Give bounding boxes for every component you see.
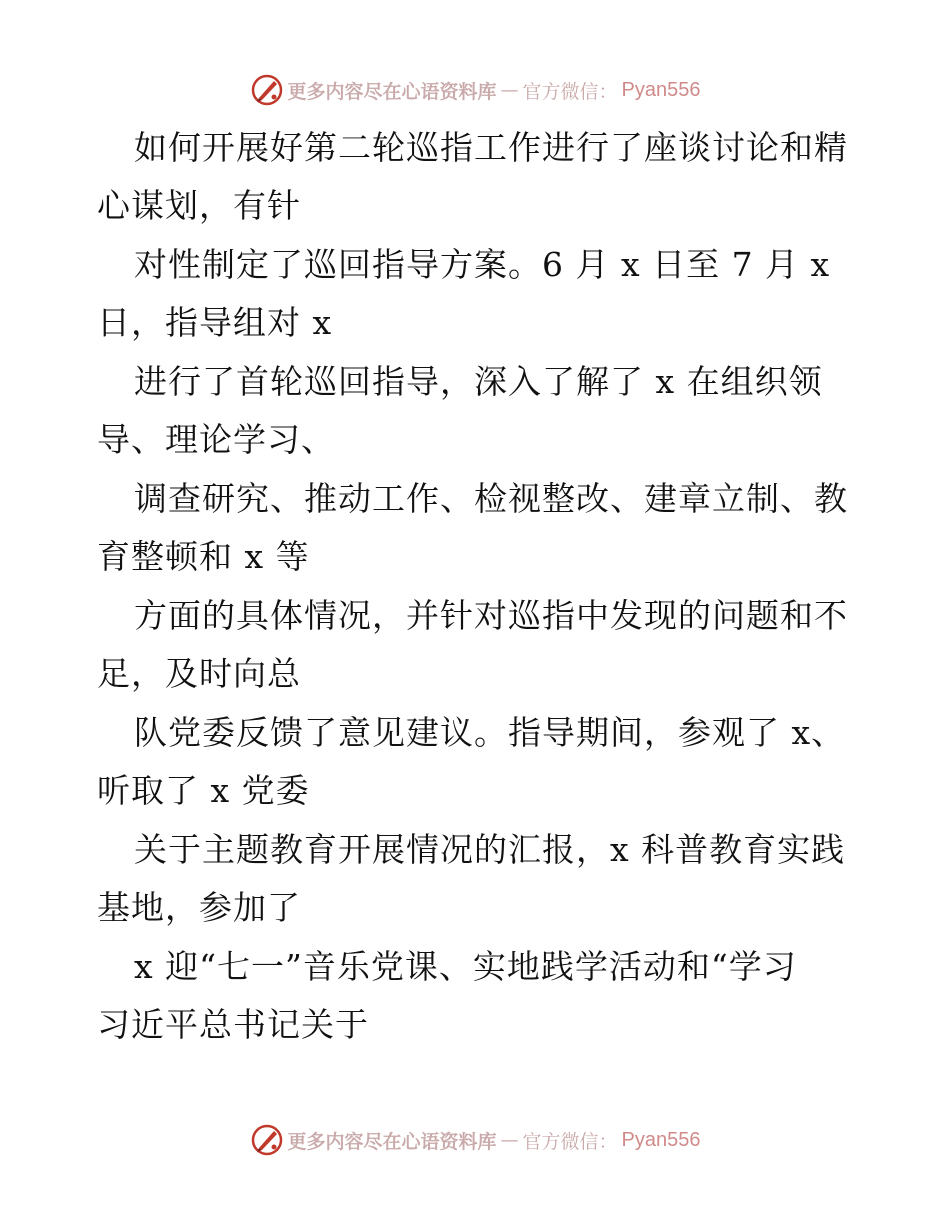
paragraph-6-line-2: 听取了 x 党委 — [97, 771, 310, 810]
paragraph-8-line-2: 习近平总书记关于 — [97, 1005, 369, 1044]
paragraph-4-line-1: 调查研究、推动工作、检视整改、建章立制、教 — [134, 479, 848, 518]
paragraph-2-line-1: 对性制定了巡回指导方案。6 月 x 日至 7 月 x — [134, 245, 831, 284]
paragraph-5-line-2: 足，及时向总 — [97, 654, 301, 693]
paragraph-1-line-1: 如何开展好第二轮巡指工作进行了座谈讨论和精 — [134, 128, 848, 167]
paragraph-7-line-2: 基地，参加了 — [97, 888, 301, 927]
watermark-account-id: Pyan556 — [621, 1128, 701, 1151]
watermark-account-id: Pyan556 — [621, 78, 701, 101]
paragraph-6-line-1: 队党委反馈了意见建议。指导期间，参观了 x、 — [134, 713, 846, 752]
watermark-dash: — — [500, 79, 519, 101]
paragraph-4-line-2: 育整顿和 x 等 — [97, 537, 310, 576]
watermark-dash: — — [500, 1129, 519, 1151]
paragraph-5-line-1: 方面的具体情况，并针对巡指中发现的问题和不 — [134, 596, 848, 635]
quill-pen-logo-icon — [250, 1123, 284, 1157]
paragraph-7-line-1: 关于主题教育开展情况的汇报，x 科普教育实践 — [134, 830, 846, 869]
paragraph-1-line-2: 心谋划，有针 — [97, 186, 301, 225]
watermark-text: 更多内容尽在心语资料库 — [287, 1130, 497, 1153]
paragraph-2-line-2: 日，指导组对 x — [97, 303, 333, 342]
paragraph-3-line-1: 进行了首轮巡回指导，深入了解了 x 在组织领 — [134, 362, 823, 401]
paragraph-3-line-2: 导、理论学习、 — [97, 420, 335, 459]
footer-watermark — [0, 1120, 950, 1160]
watermark-account-label: 官方微信： — [522, 1130, 618, 1153]
watermark-text: 更多内容尽在心语资料库 — [287, 80, 497, 103]
paragraph-8-line-1: x 迎“七一”音乐党课、实地践学活动和“学习 — [134, 947, 797, 986]
watermark-account-label: 官方微信： — [522, 80, 618, 103]
